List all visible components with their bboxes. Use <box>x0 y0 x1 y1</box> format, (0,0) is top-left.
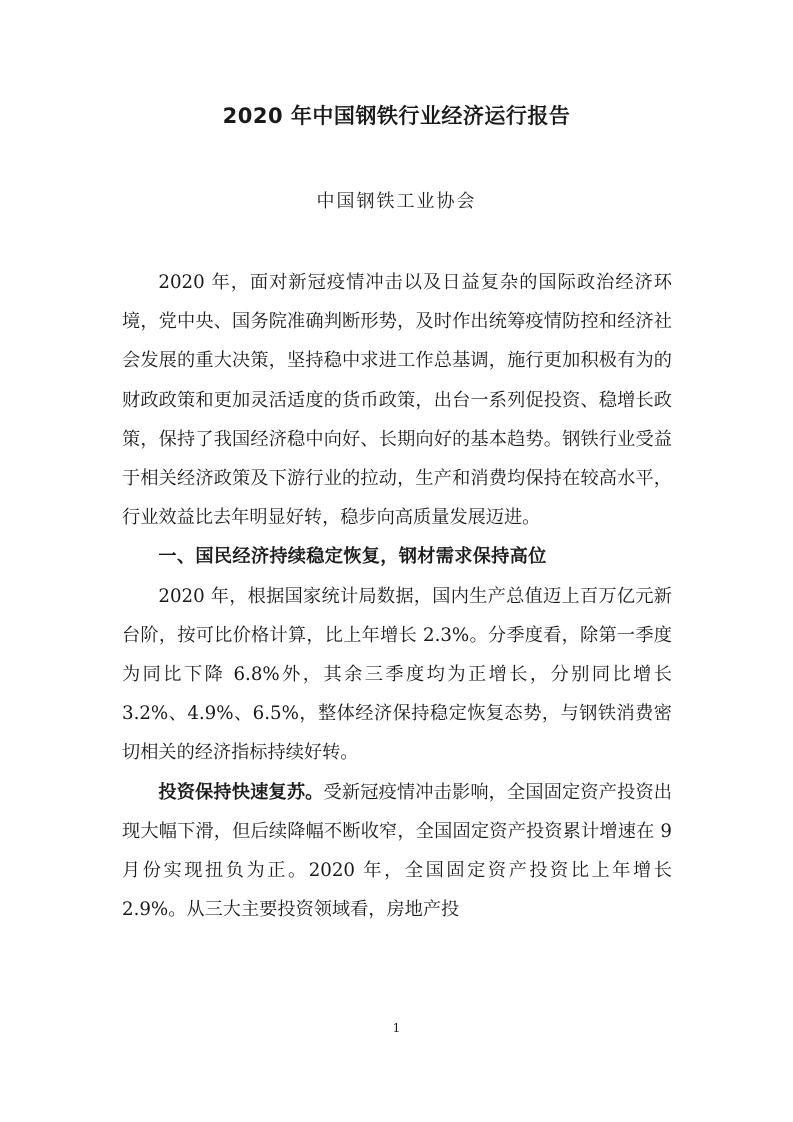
document-title: 2020 年中国钢铁行业经济运行报告 <box>222 104 571 128</box>
document-body <box>122 263 672 929</box>
intro-paragraph: 2020 年，面对新冠疫情冲击以及日益复杂的国际政治经济环境，党中央、国务院准确判断形势，及时作出统筹疫情防控和经济社会发展的重大决策，坚持稳中求进工作总基调，施行更加积极有为的财政政策和更加灵活适度的货币政策，出台一系列促投资、稳增长政策，保持了我国经济稳中向好、长期向好的基本趋势。钢铁行业受益于相关经济政策及下游行业的拉动，生产和消费均保持在较高水平，行业效益比去年明显好转，稳步向高质量发展迈进。 <box>122 272 672 529</box>
section-paragraph-investment <box>122 773 672 930</box>
paragraph-lead-heading: 投资保持快速复苏。 <box>158 781 324 803</box>
page-number: 1 <box>392 1021 401 1035</box>
section-paragraph: 2020 年，根据国家统计局数据，国内生产总值迈上百万亿元新台阶，按可比价格计算，比上年增长 2.3%。分季度看，除第一季度为同比下降 6.8%外，其余三季度均为正增长，分别同比增长 3.2%、4.9%、6.5%，整体经济保持稳定恢复态势，与钢铁消费密切相关的经济指标持续好转。 <box>122 585 672 764</box>
section-heading: 一、国民经济持续稳定恢复，钢材需求保持高位 <box>158 546 547 568</box>
document-author: 中国钢铁工业协会 <box>316 191 477 212</box>
paragraph-body-text: 受新冠疫情冲击影响，全国固定资产投资出现大幅下滑，但后续降幅不断收窄，全国固定资产投资累计增速在 9 月份实现扭负为正。2020 年，全国固定资产投资比上年增长 2.9%。从三大主要投资领域看，房地产投 <box>122 781 672 921</box>
